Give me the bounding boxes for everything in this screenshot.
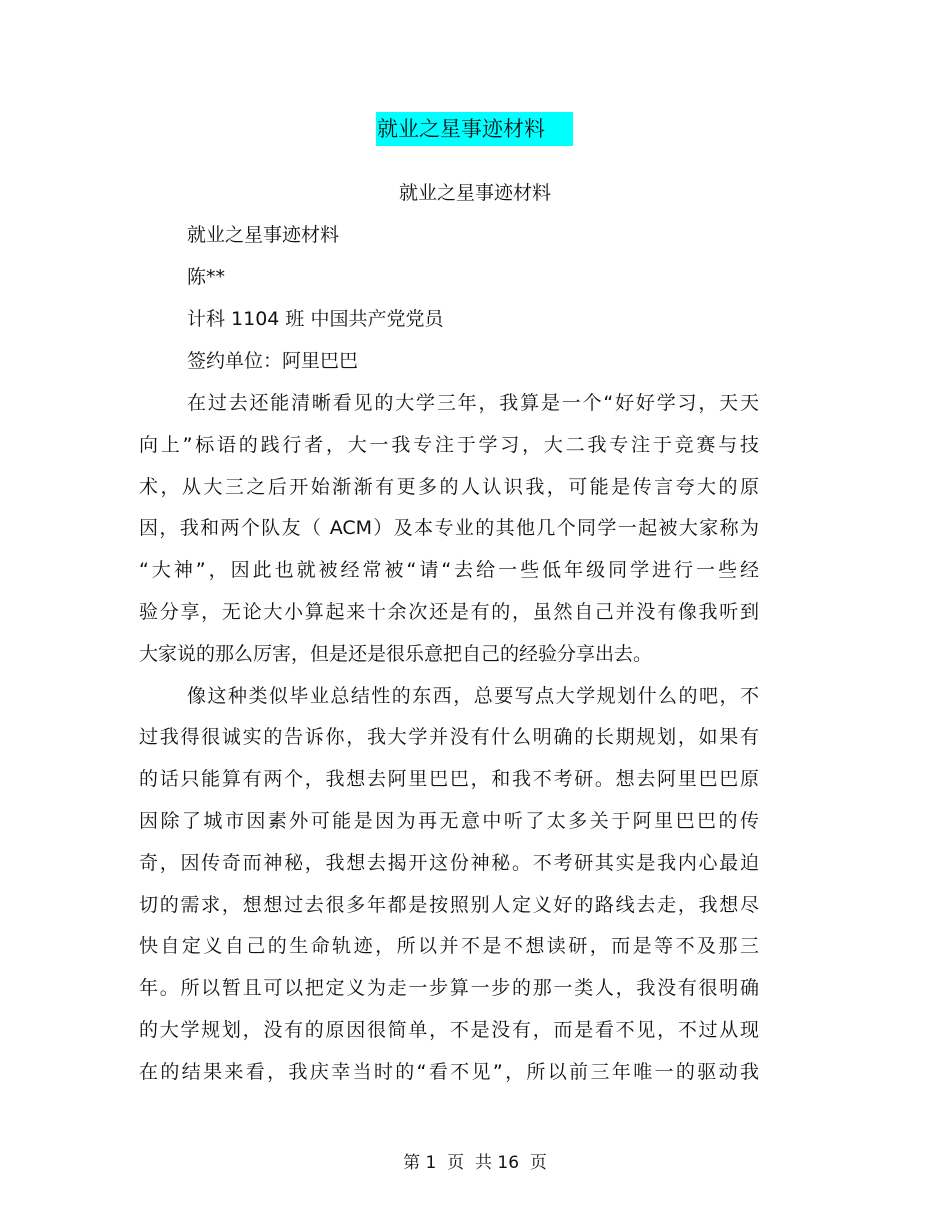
body-line: 向上”标语的践行者，大一我专注于学习，大二我专注于竞赛与技 bbox=[139, 433, 759, 456]
body-line: “大神”，因此也就被经常被“请“去给一些低年级同学进行一些经 bbox=[139, 559, 759, 582]
body-line: 验分享，无论大小算起来十余次还是有的，虽然自己并没有像我听到 bbox=[139, 600, 759, 623]
body-line: 的话只能算有两个，我想去阿里巴巴，和我不考研。想去阿里巴巴原 bbox=[139, 768, 759, 791]
meta-employer: 签约单位：阿里巴巴 bbox=[187, 350, 359, 372]
body-line: 大家说的那么厉害，但是还是很乐意把自己的经验分享出去。 bbox=[139, 642, 653, 665]
body-line: 因除了城市因素外可能是因为再无意中听了太多关于阿里巴巴的传 bbox=[139, 809, 759, 832]
meta-author: 陈** bbox=[187, 266, 226, 288]
body-line: 因，我和两个队友（ ACM）及本专业的其他几个同学一起被大家称为 bbox=[139, 517, 759, 540]
body-text bbox=[139, 387, 759, 1098]
body-line: 奇，因传奇而神秘，我想去揭开这份神秘。不考研其实是我内心最迫 bbox=[139, 851, 759, 874]
body-line: 切的需求，想想过去很多年都是按照别人定义好的路线去走，我想尽 bbox=[139, 893, 759, 916]
body-line: 术，从大三之后开始渐渐有更多的人认识我，可能是传言夸大的原 bbox=[139, 475, 759, 498]
body-line: 的大学规划，没有的原因很简单，不是没有，而是看不见，不过从现 bbox=[139, 1018, 759, 1041]
meta-heading: 就业之星事迹材料 bbox=[187, 224, 340, 246]
page-footer: 第 1 页 共 16 页 bbox=[403, 1153, 547, 1173]
body-line: 在过去还能清晰看见的大学三年，我算是一个“好好学习，天天 bbox=[187, 392, 759, 414]
body-line: 像这种类似毕业总结性的东西，总要写点大学规划什么的吧，不 bbox=[187, 684, 759, 707]
body-line: 在的结果来看，我庆幸当时的“看不见”，所以前三年唯一的驱动我 bbox=[139, 1060, 759, 1083]
document-title: 就业之星事迹材料 bbox=[377, 117, 545, 141]
meta-class-party: 计科 1104 班 中国共产党党员 bbox=[187, 308, 444, 330]
body-line: 年。所以暂且可以把定义为走一步算一步的那一类人，我没有很明确 bbox=[139, 977, 759, 1000]
body-line: 快自定义自己的生命轨迹，所以并不是不想读研，而是等不及那三 bbox=[139, 935, 759, 958]
body-line: 过我得很诚实的告诉你，我大学并没有什么明确的长期规划，如果有 bbox=[139, 726, 759, 749]
document-subtitle: 就业之星事迹材料 bbox=[398, 182, 551, 204]
